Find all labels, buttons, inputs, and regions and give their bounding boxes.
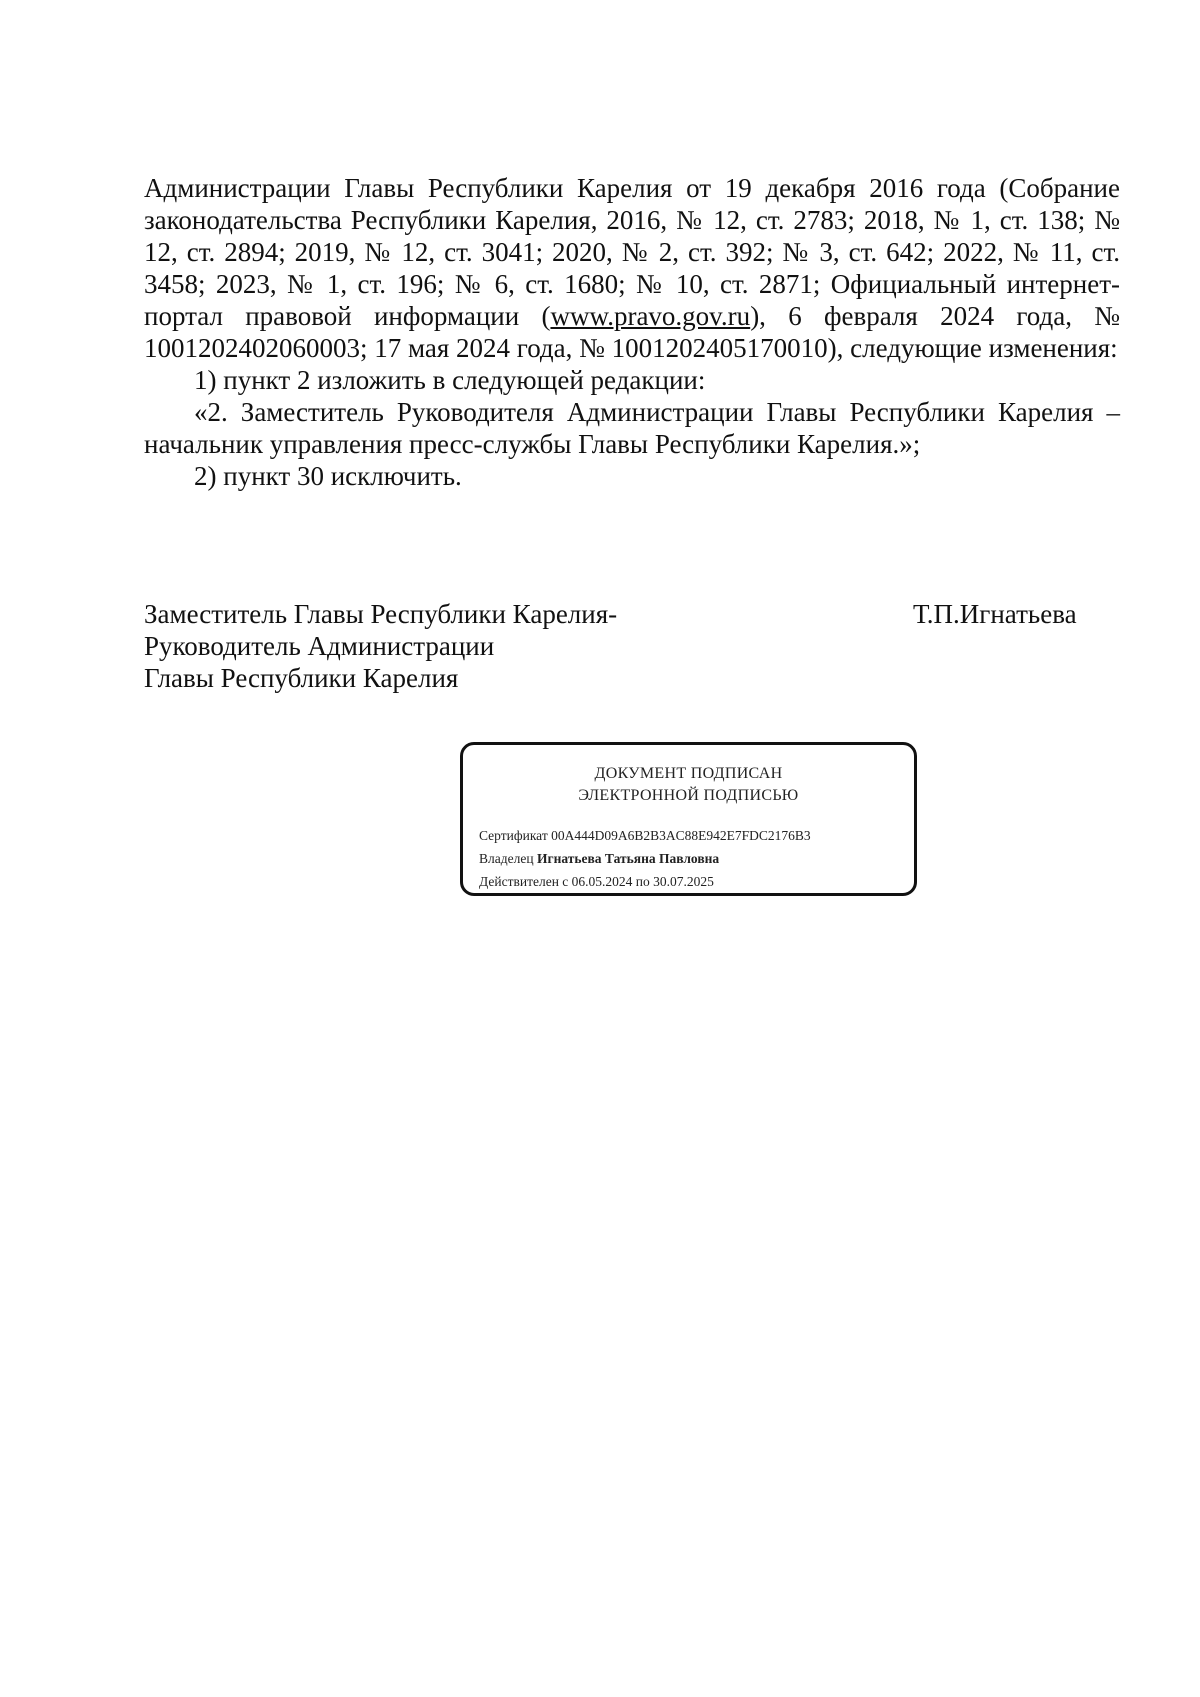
stamp-owner-label: Владелец bbox=[479, 851, 534, 866]
document-body bbox=[144, 172, 1120, 492]
signer-name: Т.П.Игнатьева bbox=[913, 599, 1077, 629]
stamp-title-line-1: ДОКУМЕНТ ПОДПИСАН bbox=[594, 765, 783, 782]
stamp-title-line-2: ЭЛЕКТРОННОЙ ПОДПИСЬЮ bbox=[578, 787, 799, 804]
signer-position bbox=[144, 598, 617, 694]
stamp-details bbox=[479, 824, 811, 893]
stamp-validity-row bbox=[479, 870, 811, 893]
main-paragraph-line-3: № 12, ст. 2894; 2019, № 12, ст. 3041; 2020, № 2, ст. 392; № 3, ст. 642; 2022, № 11, bbox=[144, 205, 1120, 267]
main-paragraph-line-5-end: ), 6 февраля 2024 bbox=[750, 301, 995, 331]
electronic-signature-stamp bbox=[460, 742, 917, 896]
stamp-certificate-row bbox=[479, 824, 811, 847]
main-paragraph-line-6: года, № 1001202402060003; 17 мая 2024 года, № 1001202405170010), bbox=[144, 301, 1121, 363]
stamp-owner-row bbox=[479, 847, 811, 870]
main-paragraph-line-4: ст. 3458; 2023, № 1, ст. 196; № 6, ст. 1680; № 10, ст. 2871; Официальный bbox=[144, 237, 1121, 299]
stamp-certificate-label: Сертификат bbox=[479, 828, 548, 843]
main-paragraph bbox=[144, 172, 1120, 364]
signer-position-line-2: Руководитель Администрации bbox=[144, 631, 495, 661]
quoted-amendment-line-1: «2. Заместитель Руководителя Администрации Главы Республики Карелия bbox=[194, 397, 1094, 427]
quoted-amendment bbox=[144, 396, 1120, 460]
stamp-valid-to-label: по bbox=[635, 874, 650, 889]
list-item-1: 1) пункт 2 изложить в следующей редакции: bbox=[194, 365, 706, 395]
list-item-2: 2) пункт 30 исключить. bbox=[194, 461, 462, 491]
stamp-valid-label: Действителен с bbox=[479, 874, 569, 889]
stamp-title bbox=[463, 763, 914, 807]
main-paragraph-line-2: законодательства Республики Карелия, 2016, № 12, ст. 2783; 2018, № 1, ст. 138; bbox=[144, 205, 1086, 235]
stamp-valid-to: 30.07.2025 bbox=[653, 874, 714, 889]
signer-position-line-1: Заместитель Главы Республики Карелия- bbox=[144, 599, 618, 629]
main-paragraph-line-1: Администрации Главы Республики Карелия от 19 декабря 2016 года (Собрание bbox=[144, 173, 1120, 203]
main-paragraph-line-7: следующие изменения: bbox=[850, 333, 1118, 363]
stamp-owner-value: Игнатьева Татьяна Павловна bbox=[536, 851, 720, 866]
main-paragraph-line-5-start: интернет-портал правовой информации ( bbox=[144, 269, 1121, 331]
pravo-gov-link[interactable]: www.pravo.gov.ru bbox=[550, 301, 751, 331]
stamp-certificate-value: 00A444D09A6B2B3AC88E942E7FDC2176B3 bbox=[551, 828, 811, 843]
stamp-valid-from: 06.05.2024 bbox=[571, 874, 633, 889]
quoted-amendment-line-2: – начальник управления пресс-службы Главы Республики Карелия.»; bbox=[144, 397, 1120, 459]
signer-position-line-3: Главы Республики Карелия bbox=[144, 663, 459, 693]
